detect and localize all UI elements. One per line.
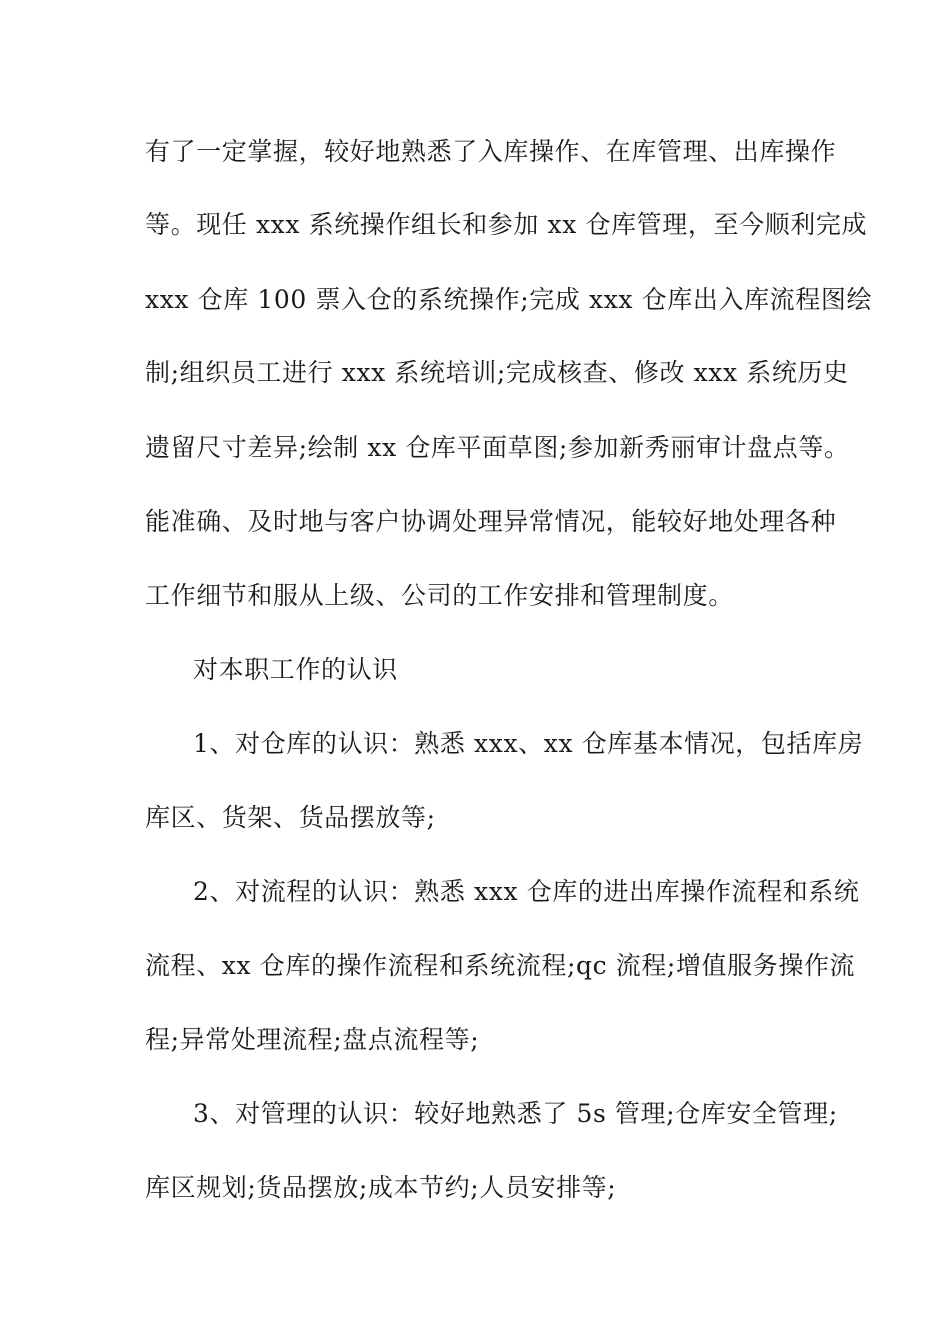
section-heading: 对本职工作的认识 — [193, 655, 398, 684]
paragraph-line: 制;组织员工进行 xxx 系统培训;完成核查、修改 xxx 系统历史 — [145, 358, 849, 387]
paragraph-line: 能准确、及时地与客户协调处理异常情况，能较好地处理各种 — [145, 507, 837, 536]
paragraph-line: 遗留尺寸差异;绘制 xx 仓库平面草图;参加新秀丽审计盘点等。 — [145, 433, 850, 462]
paragraph-line: 工作细节和服从上级、公司的工作安排和管理制度。 — [145, 581, 734, 610]
list-item-1-continuation: 库区、货架、货品摆放等; — [145, 803, 436, 832]
list-item-2-continuation: 程;异常处理流程;盘点流程等; — [145, 1025, 480, 1054]
list-item-1-line: 1、对仓库的认识：熟悉 xxx、xx 仓库基本情况，包括库房 — [193, 729, 864, 758]
list-item-2-line: 2、对流程的认识：熟悉 xxx 仓库的进出库操作流程和系统 — [193, 877, 860, 906]
paragraph-line: 等。现任 xxx 系统操作组长和参加 xx 仓库管理，至今顺利完成 — [145, 210, 868, 239]
paragraph-line: xxx 仓库 100 票入仓的系统操作;完成 xxx 仓库出入库流程图绘 — [145, 285, 873, 314]
list-item-2-continuation: 流程、xx 仓库的操作流程和系统流程;qc 流程;增值服务操作流 — [145, 951, 856, 980]
paragraph-line: 有了一定掌握，较好地熟悉了入库操作、在库管理、出库操作 — [145, 137, 837, 166]
list-item-3-continuation: 库区规划;货品摆放;成本节约;人员安排等; — [145, 1173, 617, 1202]
list-item-3-line: 3、对管理的认识：较好地熟悉了 5s 管理;仓库安全管理; — [193, 1099, 838, 1128]
